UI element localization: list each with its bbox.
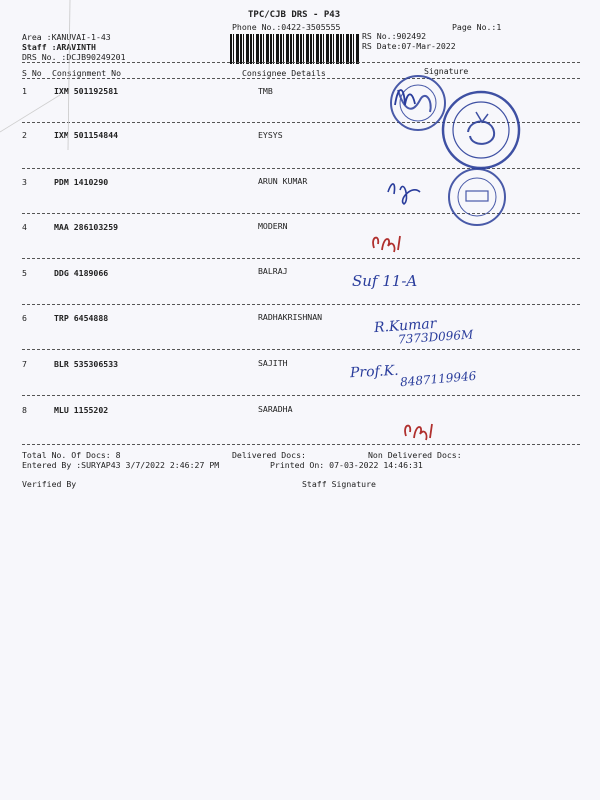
delivered-docs: Delivered Docs:: [232, 450, 306, 460]
row-consignee: BALRAJ: [258, 266, 288, 276]
signature-scribble-row1: [395, 90, 415, 105]
signature-red-row4: [373, 236, 400, 252]
column-header-signature: Signature: [424, 66, 469, 76]
signature-row7-name: Prof.K.: [349, 362, 399, 382]
row-sno: 7: [22, 359, 27, 369]
divider: [22, 258, 580, 259]
divider: [22, 304, 580, 305]
rs-number: RS No.:902492: [362, 31, 427, 41]
signature-row6-name: R.Kumar: [373, 315, 437, 337]
divider: [22, 168, 580, 169]
row-consignee: TMB: [258, 86, 273, 96]
row-sno: 3: [22, 177, 27, 187]
verified-by-label: Verified By: [22, 479, 77, 489]
non-delivered-docs: Non Delivered Docs:: [368, 450, 462, 460]
row-consignment: IXM 501192581: [54, 86, 119, 96]
divider: [22, 78, 580, 79]
drs-number: DRS No. :DCJB90249201: [22, 52, 126, 62]
phone-number: Phone No.:0422-3505555: [232, 22, 341, 32]
total-docs: Total No. Of Docs: 8: [22, 450, 121, 460]
area-label: Area :KANUVAI-1-43: [22, 32, 111, 42]
pharma-stamp-icon: [443, 92, 519, 168]
row-consignment: PDM 1410290: [54, 177, 109, 187]
divider: [22, 62, 580, 63]
row-sno: 5: [22, 268, 27, 278]
margin-mark: [0, 95, 60, 132]
row-sno: 1: [22, 86, 27, 96]
row-consignee: SAJITH: [258, 358, 288, 368]
row-sno: 8: [22, 405, 27, 415]
column-header-consignee: Consignee Details: [242, 68, 326, 78]
column-header-sno: S No: [22, 68, 42, 78]
staff-signature-label: Staff Signature: [302, 479, 376, 489]
row-consignment: IXM 501154844: [54, 130, 119, 140]
row-consignee: MODERN: [258, 221, 288, 231]
page-number: Page No.:1: [452, 22, 502, 32]
signature-red-row8: [405, 424, 432, 440]
rs-date: RS Date:07-Mar-2022: [362, 41, 456, 51]
row-consignment: MLU 1155202: [54, 405, 109, 415]
divider: [22, 122, 580, 123]
row-consignee: ARUN KUMAR: [258, 176, 308, 186]
divider: [22, 349, 580, 350]
row-consignment: TRP 6454888: [54, 313, 109, 323]
row-sno: 2: [22, 130, 27, 140]
signature-row7-phone: 8487119946: [399, 368, 477, 390]
row-consignment: MAA 286103259: [54, 222, 119, 232]
printed-on: Printed On: 07-03-2022 14:46:31: [270, 460, 423, 470]
divider: [22, 395, 580, 396]
row-consignment: DDG 4189066: [54, 268, 109, 278]
entered-by: Entered By :SURYAP43 3/7/2022 2:46:27 PM: [22, 460, 220, 470]
signature-row5: Suf 11-A: [352, 272, 418, 290]
row-sno: 6: [22, 313, 27, 323]
staff-label: Staff :ARAVINTH: [22, 42, 96, 52]
tmb-stamp-icon: [449, 169, 505, 225]
row-consignee: EYSYS: [258, 130, 283, 140]
row-consignment: BLR 535306533: [54, 359, 119, 369]
column-header-consignment: Consignment No: [52, 68, 122, 78]
divider: [22, 444, 580, 445]
divider: [22, 213, 580, 214]
row-consignee: RADHAKRISHNAN: [258, 312, 323, 322]
barcode-icon: [230, 34, 360, 64]
signature-scribble-row3: [388, 184, 420, 204]
document-title: TPC/CJB DRS - P43: [248, 10, 341, 20]
signature-row6-phone: 7373D096M: [397, 327, 474, 347]
row-consignee: SARADHA: [258, 404, 293, 414]
row-sno: 4: [22, 222, 27, 232]
